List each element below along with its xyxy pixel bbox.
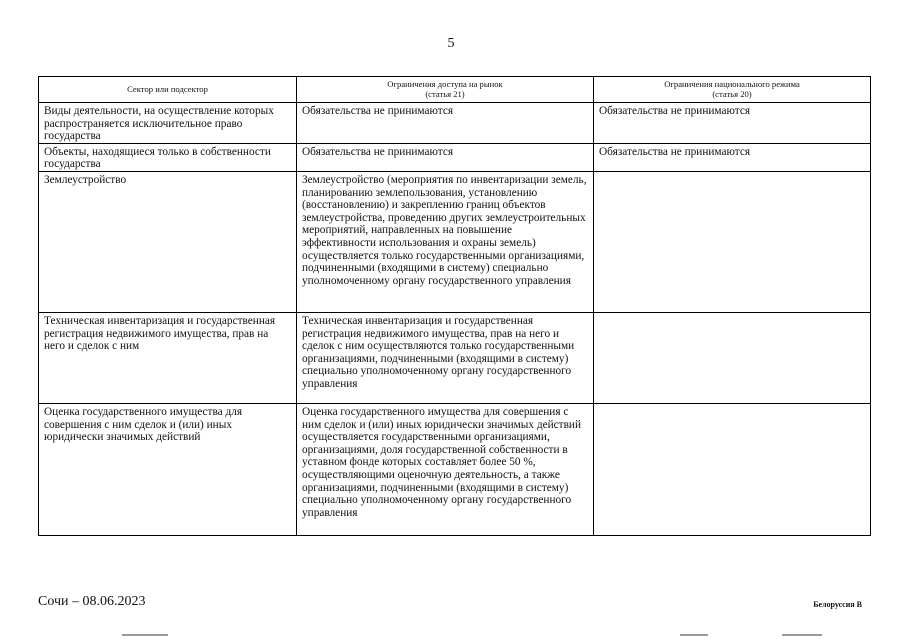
header-market-access-label: Ограничения доступа на рынок [387, 78, 503, 89]
scan-artifact [122, 634, 168, 636]
table-row [39, 171, 871, 312]
cell-national-treatment: Обязательства не принимаются [594, 143, 871, 171]
cell-national-treatment [594, 403, 871, 535]
table-row [39, 403, 871, 535]
cell-sector: Объекты, находящиеся только в собственности государства [39, 143, 297, 171]
cell-market-access: Землеустройство (мероприятия по инвентаризации земель, планированию землепользования, установлению (восстановлению) и закреплению границ объектов землеустройства, проведению других землеустроительных мероприятий, направленных на повышение эффективности использования и охраны земель) осуществляется только государственными организациями, подчиненными (входящими в систему) специально уполномоченному органу государственного управления [297, 171, 594, 312]
cell-sector: Техническая инвентаризация и государственная регистрация недвижимого имущества, прав на него и сделок с ним [39, 312, 297, 403]
commitments-table [38, 76, 871, 536]
header-national-treatment-article: (статья 20) [712, 88, 752, 99]
scan-artifact [782, 634, 822, 636]
table-header-row [39, 77, 871, 103]
cell-national-treatment: Обязательства не принимаются [594, 103, 871, 144]
table-row [39, 103, 871, 144]
table-row [39, 143, 871, 171]
footer-country-code: Белоруссия В [813, 600, 862, 609]
cell-market-access: Обязательства не принимаются [297, 103, 594, 144]
cell-sector: Землеустройство [39, 171, 297, 312]
cell-sector: Виды деятельности, на осуществление которых распространяется исключительное право государства [39, 103, 297, 144]
header-market-access [297, 77, 594, 103]
header-market-access-article: (статья 21) [425, 88, 465, 99]
header-national-treatment-label: Ограничения национального режима [664, 78, 800, 89]
scan-artifact [680, 634, 708, 636]
cell-national-treatment [594, 312, 871, 403]
cell-national-treatment [594, 171, 871, 312]
cell-market-access: Обязательства не принимаются [297, 143, 594, 171]
header-national-treatment [594, 77, 871, 103]
table-row [39, 312, 871, 403]
cell-sector: Оценка государственного имущества для совершения с ним сделок и (или) иных юридически значимых действий [39, 403, 297, 535]
header-sector-label: Сектор или подсектор [127, 83, 208, 94]
footer-place-date: Сочи – 08.06.2023 [38, 594, 146, 609]
header-sector [39, 77, 297, 103]
cell-market-access: Оценка государственного имущества для совершения с ним сделок и (или) иных юридически значимых действий осуществляется государственными организациями, организациями, доля государственной собственности в уставном фонде которых составляет более 50 %, осуществляющими оценочную деятельность, а также организациями, подчиненными (входящими в систему) специально уполномоченному органу государственного управления [297, 403, 594, 535]
page-number: 5 [447, 36, 455, 51]
cell-market-access: Техническая инвентаризация и государственная регистрация недвижимого имущества, прав на него и сделок с ним осуществляются только государственными организациями, подчиненными (входящими в систему) специально уполномоченному органу государственного управления [297, 312, 594, 403]
